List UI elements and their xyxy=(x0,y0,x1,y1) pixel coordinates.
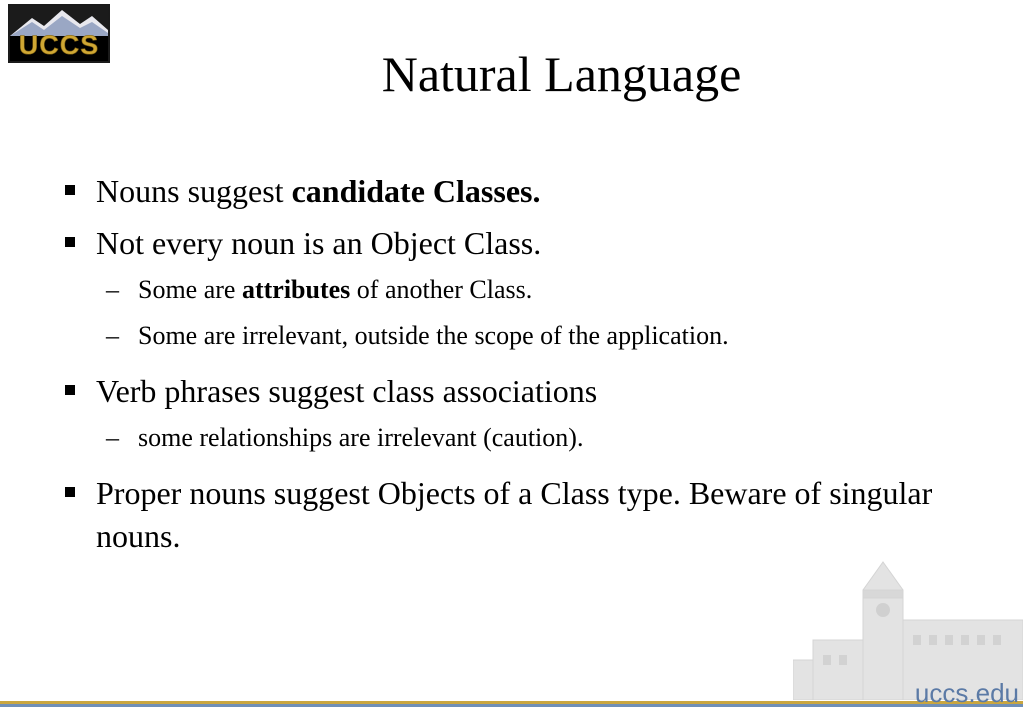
sub-bullet-bold-text: attributes xyxy=(241,275,351,304)
clock-icon xyxy=(876,603,890,617)
sub-bullet-item xyxy=(60,320,960,352)
sub-bullet-text: some relationships are irrelevant (caution). xyxy=(138,423,584,452)
uccs-logo xyxy=(8,4,110,63)
dash-bullet-icon: – xyxy=(106,321,119,350)
slide-title: Natural Language xyxy=(381,46,742,102)
bullet-text: Nouns suggest xyxy=(96,173,292,209)
square-bullet-icon xyxy=(65,487,75,497)
sub-bullet-item xyxy=(60,274,960,306)
bullet-text: Proper nouns suggest Objects of a Class type. Beware of singular nouns. xyxy=(96,475,933,554)
sub-bullet-item xyxy=(60,422,960,454)
sub-bullet-text: Some are irrelevant, outside the scope of the application. xyxy=(138,321,729,350)
logo-text: UCCS xyxy=(18,30,100,60)
footer-blue-line xyxy=(0,704,1023,707)
square-bullet-icon xyxy=(65,237,75,247)
bullet-item xyxy=(60,170,960,213)
dash-bullet-icon: – xyxy=(106,275,119,304)
bullet-text: Verb phrases suggest class associations xyxy=(96,373,598,409)
bullet-text: Not every noun is an Object Class. xyxy=(96,225,542,261)
bullet-bold-text: candidate Classes. xyxy=(291,173,541,209)
square-bullet-icon xyxy=(65,185,75,195)
bullet-item xyxy=(60,222,960,265)
sub-bullet-text: of another Class. xyxy=(350,275,533,304)
bullet-item xyxy=(60,370,960,413)
bullet-list xyxy=(60,170,960,567)
sub-bullet-text: Some are xyxy=(138,275,242,304)
footer-url: uccs.edu xyxy=(914,678,1019,708)
bullet-item xyxy=(60,472,960,558)
square-bullet-icon xyxy=(65,385,75,395)
dash-bullet-icon: – xyxy=(106,423,119,452)
